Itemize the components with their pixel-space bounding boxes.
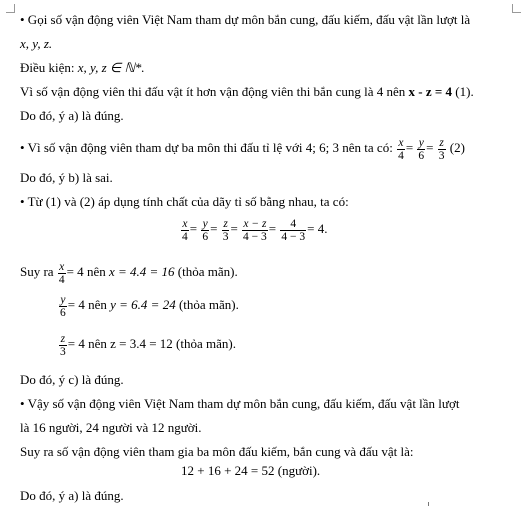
crop-mark-top-right (512, 4, 521, 13)
line-ratio: • Vì số vận động viên tham dự ba môn thi đấu tỉ lệ với 4; 6; 3 nên ta có: $\frac{x}{4}$ = $\frac{y}{6}$ = $\frac{z}{3}$ (2) (20, 136, 465, 162)
line-solve-z: $\frac{z}{3}$ = 4 nên z = 3.4 = 12 (thỏa mãn). (60, 332, 236, 358)
solve-frac-z: $\frac{z}{3}$ (60, 332, 66, 358)
solve-prefix: Suy ra (20, 264, 57, 279)
line-total: 12 + 16 + 24 = 52 (người). (181, 463, 321, 478)
eq1-ref: (1). (452, 84, 474, 99)
frac-z-3: $\frac{z}{3}$ (438, 136, 445, 162)
line-solve-x: Suy ra $\frac{x}{4}$ = 4 nên x = 4.4 = 16 (thỏa mãn). (20, 260, 238, 286)
ratio-ref: (2) (446, 140, 465, 155)
line-total-intro: Suy ra số vận động viên tham gia ba môn đấu kiếm, bắn cung và đấu vật là: (20, 444, 414, 459)
chain-frac-x: $\frac{x}{4}$ (182, 217, 188, 243)
crop-mark-top-left (6, 4, 15, 13)
line-conclusion-c: Do đó, ý c) là đúng. (20, 372, 124, 387)
solve-frac-x: $\frac{x}{4}$ (58, 260, 65, 286)
equation-ratio-chain: $\frac{x}{4}$ = $\frac{y}{6}$ = $\frac{z}{3}$ = $\frac{x - z}{4 - 3}$ = $\frac{4}{4 - 3}$ = 4. (182, 217, 328, 243)
line-summary-1: • Vậy số vận động viên Việt Nam tham dự môn bắn cung, đấu kiếm, đấu vật lần lượt (20, 396, 460, 411)
conditions-label: Điều kiện: (20, 60, 78, 75)
solve-y-value: y = 6.4 = 24 (110, 297, 176, 312)
line-conclusion-b: Do đó, ý b) là sai. (20, 170, 113, 185)
chain-frac-num: $\frac{4}{4 - 3}$ (281, 217, 306, 243)
chain-frac-diff: $\frac{x - z}{4 - 3}$ (243, 217, 267, 243)
ratio-numbers: 4; 6; 3 (305, 140, 340, 155)
solve-z-value: nên z = 3.4 = 12 (thỏa mãn). (84, 336, 236, 351)
eq1-formula: x - z = 4 (408, 84, 453, 99)
solve-x-value: x = 4.4 = 16 (108, 264, 175, 279)
eq1-text: Vì số vận động viên thi đấu vật ít hơn vận động viên thi bắn cung là 4 nên (20, 84, 409, 99)
line-eq1 (20, 84, 474, 100)
frac-x-4: $\frac{x}{4}$ (398, 136, 404, 162)
frac-y-6: $\frac{y}{6}$ (418, 136, 425, 162)
ratio-text: • Vì số vận động viên tham dự ba môn thi đấu tỉ lệ với (20, 140, 306, 155)
page-tick-mark (428, 502, 429, 506)
solve-frac-y: $\frac{y}{6}$ (60, 293, 66, 319)
line-conclusion-a1: Do đó, ý a) là đúng. (20, 108, 124, 123)
line-2: x, y, z. (20, 36, 53, 51)
line-conclusion-a2: Do đó, ý a) là đúng. (20, 488, 124, 503)
chain-frac-y: $\frac{y}{6}$ (202, 217, 209, 243)
line-solve-y: $\frac{y}{6}$ = 4 nên y = 6.4 = 24 (thỏa mãn). (60, 293, 239, 319)
ratio-text-2: nên ta có: (339, 140, 397, 155)
line-summary-2: là 16 người, 24 người và 12 người. (20, 420, 202, 435)
line-1: • Gọi số vận động viên Việt Nam tham dự môn bắn cung, đấu kiếm, đấu vật lần lượt là (20, 12, 471, 27)
conditions-value: x, y, z ∈ ℕ*. (77, 60, 145, 75)
chain-result: = 4. (307, 221, 328, 236)
line-conditions (20, 60, 145, 76)
chain-frac-z: $\frac{z}{3}$ (222, 217, 229, 243)
line-property: • Từ (1) và (2) áp dụng tính chất của dãy tỉ số bằng nhau, ta có: (20, 194, 349, 209)
